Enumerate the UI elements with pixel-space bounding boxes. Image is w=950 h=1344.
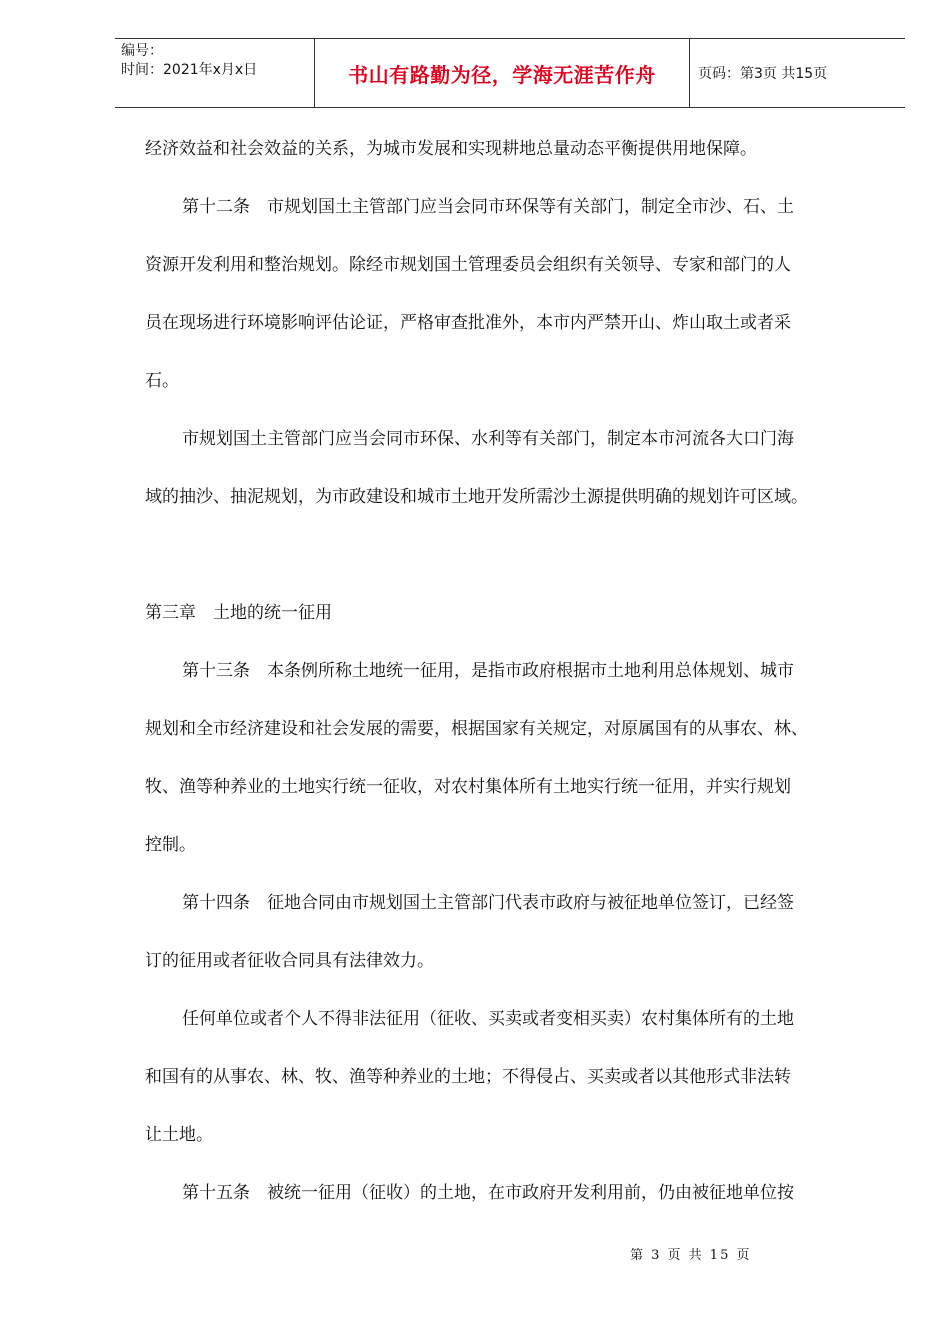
chapter-heading: 第三章 土地的统一征用 bbox=[145, 603, 332, 623]
text-line: 牧、渔等种养业的土地实行统一征收，对农村集体所有土地实行统一征用，并实行规划 bbox=[145, 777, 791, 797]
text-line: 第十四条 征地合同由市规划国土主管部门代表市政府与被征地单位签订，已经签 bbox=[182, 893, 794, 913]
text-line: 市规划国土主管部门应当会同市环保、水利等有关部门，制定本市河流各大口门海 bbox=[182, 429, 794, 449]
text-line: 第十三条 本条例所称土地统一征用，是指市政府根据市土地利用总体规划、城市 bbox=[182, 661, 794, 681]
text-line: 经济效益和社会效益的关系，为城市发展和实现耕地总量动态平衡提供用地保障。 bbox=[145, 139, 757, 159]
code-label: 编号： bbox=[121, 43, 163, 59]
text-line: 订的征用或者征收合同具有法律效力。 bbox=[145, 951, 434, 971]
text-line: 员在现场进行环境影响评估论证，严格审查批准外，本市内严禁开山、炸山取土或者采 bbox=[145, 313, 791, 333]
text-line: 石。 bbox=[145, 371, 179, 391]
text-line: 控制。 bbox=[145, 835, 196, 855]
header-page-info: 页码：第3页 共15页 bbox=[698, 66, 828, 82]
time-label: 时间：2021年x月x日 bbox=[121, 62, 258, 78]
text-line: 和国有的从事农、林、牧、渔等种养业的土地；不得侵占、买卖或者以其他形式非法转 bbox=[145, 1067, 791, 1087]
text-line: 规划和全市经济建设和社会发展的需要，根据国家有关规定，对原属国有的从事农、林、 bbox=[145, 719, 808, 739]
document-body bbox=[145, 120, 875, 1222]
text-line: 域的抽沙、抽泥规划，为市政建设和城市土地开发所需沙土源提供明确的规划许可区域。 bbox=[145, 487, 808, 507]
header-meta bbox=[115, 39, 315, 107]
page-header bbox=[115, 38, 905, 108]
text-line: 资源开发利用和整治规划。除经市规划国土管理委员会组织有关领导、专家和部门的人 bbox=[145, 255, 791, 275]
page-footer: 第 3 页 共 15 页 bbox=[630, 1248, 752, 1263]
text-line: 让土地。 bbox=[145, 1125, 213, 1145]
header-motto: 书山有路勤为径，学海无涯苦作舟 bbox=[315, 39, 690, 107]
text-line: 任何单位或者个人不得非法征用（征收、买卖或者变相买卖）农村集体所有的土地 bbox=[182, 1009, 794, 1029]
text-line: 第十二条 市规划国土主管部门应当会同市环保等有关部门，制定全市沙、石、土 bbox=[182, 197, 794, 217]
text-line: 第十五条 被统一征用（征收）的土地，在市政府开发利用前，仍由被征地单位按 bbox=[182, 1183, 794, 1203]
blank-line bbox=[145, 526, 875, 584]
